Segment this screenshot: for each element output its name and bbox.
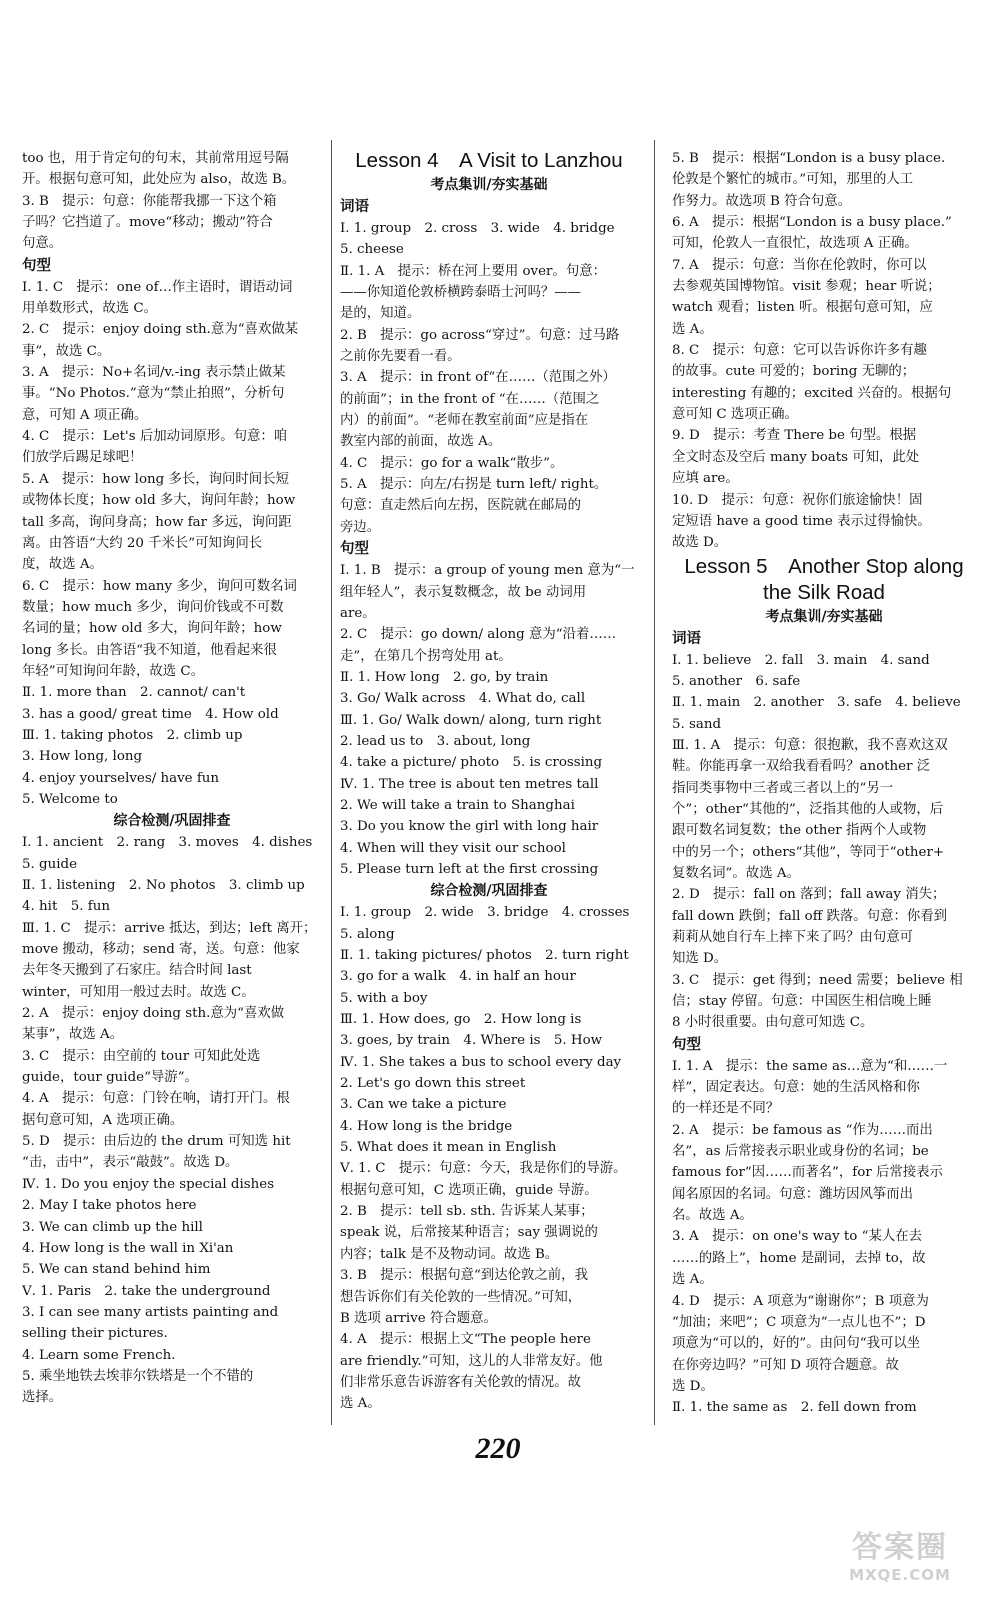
answer-line: 5. cheese (340, 242, 404, 258)
answer-line: 4. How long is the bridge (340, 1118, 513, 1134)
answer-line: 用单数形式，故选 C。 (22, 301, 158, 317)
answer-line: 的故事。cute 可爱的；boring 无聊的； (672, 364, 916, 380)
answer-line: 内容；talk 是不及物动词。故选 B。 (340, 1246, 559, 1262)
answer-line: 伦敦是个繁忙的城市。”可知，那里的人工 (672, 172, 914, 188)
answer-line: 选择。 (22, 1390, 63, 1406)
answer-line: 根据句意可知，C 选项正确，guide 导游。 (340, 1182, 598, 1198)
answer-line: selling their pictures. (22, 1326, 168, 1342)
column-divider (331, 140, 332, 1425)
answer-line: Ⅳ. 1. She takes a bus to school every day (340, 1054, 622, 1070)
answer-line: 8 小时很重要。由句意可知选 C。 (672, 1015, 874, 1031)
answer-line: 5. sand (672, 716, 722, 732)
answer-line: 3. I can see many artists painting and (22, 1304, 279, 1320)
answer-line: Ⅱ. 1. A 提示：桥在河上要用 over。句意： (340, 263, 606, 279)
section-heading: 词语 (672, 630, 701, 647)
answer-line: 5. guide (22, 856, 78, 872)
answer-line: 2. A 提示：be famous as “作为……而出 (672, 1122, 933, 1138)
answer-line: Ⅲ. 1. How does, go 2. How long is (340, 1012, 582, 1028)
section-heading: 句型 (340, 541, 369, 558)
answer-line: 去参观英国博物馆。visit 参观；hear 听说； (672, 279, 941, 295)
answer-line: Ⅱ. 1. main 2. another 3. safe 4. believe (672, 695, 961, 711)
answer-line: 样”，固定表达。句意：她的生活风格和你 (672, 1080, 920, 1096)
answer-line: 的前面”；in the front of “在……（范围之 (340, 391, 600, 407)
answer-line: 3. B 提示：句意：你能帮我挪一下这个箱 (22, 193, 277, 209)
answer-line: 3. B 提示：根据句意“到达伦敦之前，我 (340, 1268, 588, 1284)
answer-line: 意可知 C 选项正确。 (672, 407, 798, 423)
answer-line: are。 (340, 605, 376, 621)
answer-line: 去年冬天搬到了石家庄。结合时间 last (22, 963, 252, 979)
answer-line: 3. has a good/ great time 4. How old (22, 706, 279, 722)
answer-line: 组年轻人”，表示复数概念，故 be 动词用 (340, 584, 587, 600)
answer-line: 3. How long, long (22, 749, 143, 765)
answer-line: 闻名原因的名词。句意：潍坊因风筝而出 (672, 1186, 914, 1202)
lesson-title: Lesson 4 A Visit to Lanzhou (355, 149, 623, 172)
answer-line: 的一样还是不同？ (672, 1101, 780, 1117)
answer-line: 可知，伦敦人一直很忙，故选项 A 正确。 (672, 236, 918, 252)
answer-line: Ⅲ. 1. C 提示：arrive 抵达，到达；left 离开； (22, 920, 317, 936)
page-number: 220 (475, 1432, 521, 1465)
answer-line: 6. A 提示：根据“London is a busy place.” (672, 215, 952, 231)
answer-line: 5. A 提示：向左/右拐是 turn left/ right。 (340, 477, 608, 493)
answer-line: 中的另一个；others“其他”，等同于“other+ (672, 844, 945, 860)
answer-line: 定短语 have a good time 表示过得愉快。 (672, 513, 931, 529)
answer-line: famous for“因……而著名”，for 后常接表示 (672, 1165, 943, 1181)
column-middle (340, 148, 638, 1415)
watermark-logo-text: 答案圈 (852, 1530, 948, 1565)
column-right (672, 148, 976, 1419)
answer-line: 某事”，故选 A。 (22, 1027, 124, 1043)
answer-line: 之前你先要看一看。 (340, 349, 461, 365)
answer-line: Ⅱ. 1. How long 2. go, by train (340, 669, 549, 685)
answer-line: 5. along (340, 926, 395, 942)
answer-line: 4. D 提示：A 项意为“谢谢你”；B 项意为 (672, 1293, 929, 1309)
answer-line: Ⅱ. 1. the same as 2. fell down from (672, 1400, 917, 1416)
answer-line: 数量；how much 多少，询问价钱或不可数 (22, 599, 284, 615)
answer-line: 3. A 提示：No+名词/v.-ing 表示禁止做某 (22, 365, 286, 381)
answer-line: 莉莉从她自行车上摔下来了吗？由句意可 (672, 930, 914, 945)
answer-line: 2. B 提示：tell sb. sth. 告诉某人某事； (340, 1204, 594, 1220)
answer-line: 2. We will take a train to Shanghai (340, 797, 575, 813)
answer-line: B 选项 arrive 符合题意。 (340, 1310, 497, 1326)
answer-line: 事。“No Photos.”意为“禁止拍照”，分析句 (22, 386, 285, 402)
answer-line: 3. A 提示：on one's way to “某人在去 (672, 1229, 923, 1245)
answer-line: 信；stay 停留。句意：中国医生相信晚上睡 (672, 994, 932, 1010)
answer-line: 10. D 提示：句意：祝你们旅途愉快！固 (672, 492, 923, 508)
answer-line: 复数名词”。故选 A。 (672, 865, 800, 881)
answer-line: 鞋。你能再拿一双给我看看吗？another 泛 (672, 759, 931, 775)
lesson-title: the Silk Road (763, 580, 885, 604)
answer-line: “加油；来吧”；C 项意为“一点儿也不”；D (672, 1314, 926, 1330)
answer-line: 开。根据句意可知，此处应为 also，故选 B。 (22, 172, 296, 188)
answer-line: 2. lead us to 3. about, long (340, 733, 531, 749)
answer-line: 4. A 提示：句意：门铃在响，请打开门。根 (22, 1091, 290, 1107)
answer-line: 2. Let's go down this street (340, 1076, 526, 1092)
answer-line: 2. May I take photos here (22, 1198, 197, 1214)
answer-line: tall 多高，询问身高；how far 多远，询问距 (22, 514, 292, 530)
answer-line: 故选 D。 (672, 535, 728, 551)
answer-line: 是的，知道。 (340, 306, 421, 322)
answer-line: 5. Please turn left at the first crossing (340, 861, 599, 877)
answer-line: 4. C 提示：go for a walk“散步”。 (340, 455, 564, 471)
answer-line: Ⅲ. 1. A 提示：句意：很抱歉，我不喜欢这双 (672, 737, 948, 753)
answer-line: Ⅰ. 1. group 2. wide 3. bridge 4. crosses (340, 905, 630, 921)
answer-line: Ⅰ. 1. believe 2. fall 3. main 4. sand (672, 652, 930, 668)
answer-line: guide，tour guide“导游”。 (22, 1070, 198, 1086)
subsection-heading: 综合检测/巩固排查 (113, 813, 231, 830)
answer-line: 2. C 提示：go down/ along 意为“沿着…… (340, 627, 617, 643)
answer-line: Ⅴ. 1. C 提示：句意：今天，我是你们的导游。 (340, 1161, 627, 1177)
answer-line: Ⅱ. 1. listening 2. No photos 3. climb up (22, 878, 305, 893)
answer-line: “击，击中”，表示“敲鼓”。故选 D。 (22, 1155, 239, 1171)
answer-line: too 也，用于肯定句的句末，其前常用逗号隔 (22, 151, 289, 166)
answer-line: 选 A。 (340, 1396, 381, 1412)
answer-line: 3. We can climb up the hill (22, 1219, 203, 1235)
answer-line: 5. A 提示：how long 多长，询问时间长短 (22, 471, 289, 487)
answer-line: 或物体长度；how old 多大，询问年龄；how (22, 493, 296, 509)
subsection-heading: 考点集训/夯实基础 (765, 608, 883, 625)
answer-line: 子吗？它挡道了。move“移动；搬动”符合 (22, 215, 273, 231)
answer-line: 8. C 提示：句意：它可以告诉你许多有趣 (672, 343, 927, 359)
answer-line: ——你知道伦敦桥横跨泰晤士河吗？—— (340, 285, 582, 301)
answer-line: Ⅴ. 1. Paris 2. take the underground (22, 1283, 271, 1299)
section-heading: 句型 (672, 1036, 701, 1053)
answer-line: 内）的前面”。“老师在教室前面”应是指在 (340, 413, 589, 429)
answer-line: 全文时态及空后 many boats 可知，此处 (672, 449, 920, 465)
answer-line: 跟可数名词复数；the other 指两个人或物 (672, 823, 927, 839)
answer-line: 项意为“可以的，好的”。由问句“我可以坐 (672, 1336, 921, 1352)
answer-line: 选 D。 (672, 1378, 714, 1394)
answer-line: 5. 乘坐地铁去埃菲尔铁塔是一个不错的 (22, 1368, 254, 1384)
answer-line: winter，可知用一般过去时。故选 C。 (22, 984, 255, 1000)
answer-line: 5. another 6. safe (672, 673, 801, 689)
answer-line: 7. A 提示：句意：当你在伦敦时，你可以 (672, 257, 927, 273)
answer-line: 想告诉你们有关伦敦的一些情况。”可知， (340, 1289, 582, 1305)
answer-line: 4. How long is the wall in Xi'an (22, 1240, 234, 1256)
answer-line: 教室内部的前面，故选 A。 (340, 434, 502, 450)
answer-line: 3. C 提示：由空前的 tour 可知此处选 (22, 1048, 261, 1064)
answer-line: 据句意可知，A 选项正确。 (22, 1112, 184, 1128)
answer-line: watch 观看；listen 听。根据句意可知，应 (672, 300, 933, 316)
answer-line: Ⅰ. 1. C 提示：one of…作主语时，谓语动词 (22, 279, 293, 295)
answer-line: 4. hit 5. fun (22, 899, 110, 915)
answer-line: 4. A 提示：根据上文“The people here (340, 1332, 591, 1348)
answer-line: 们非常乐意告诉游客有关伦敦的情况。故 (340, 1374, 582, 1390)
answer-line: Ⅰ. 1. group 2. cross 3. wide 4. bridge (340, 221, 615, 236)
lesson-title: Lesson 5 Another Stop along (684, 554, 964, 578)
subsection-heading: 综合检测/巩固排查 (430, 883, 548, 900)
answer-line: fall down 跌倒；fall off 跌落。句意：你看到 (672, 908, 948, 924)
column-divider (654, 140, 655, 1425)
answer-line: interesting 有趣的；excited 兴奋的。根据句 (672, 385, 952, 401)
answer-line: long 多长。由答语“我不知道，他看起来很 (22, 642, 277, 658)
answer-line: 个”；other“其他的”，泛指其他的人或物，后 (672, 801, 944, 817)
answer-line: 5. B 提示：根据“London is a busy place. (672, 151, 946, 166)
answer-line: 应填 are。 (672, 471, 739, 487)
answer-line: 4. Learn some French. (22, 1347, 176, 1363)
answer-line: 们放学后踢足球吧！ (22, 450, 143, 466)
answer-line: 3. C 提示：get 得到；need 需要；believe 相 (672, 972, 963, 988)
answer-line: 4. When will they visit our school (340, 840, 566, 856)
answer-line: 4. enjoy yourselves/ have fun (22, 770, 220, 786)
answer-line: Ⅰ. 1. ancient 2. rang 3. moves 4. dishes (22, 835, 313, 851)
answer-line: 句意。 (22, 236, 63, 252)
answer-line: 作努力。故选项 B 符合句意。 (672, 193, 852, 209)
answer-line: 5. What does it mean in English (340, 1140, 557, 1156)
answer-line: Ⅲ. 1. Go/ Walk down/ along, turn right (340, 712, 602, 728)
answer-line: 5. Welcome to (22, 791, 118, 807)
answer-line: 3. Can we take a picture (340, 1097, 507, 1113)
answer-line: are friendly.”可知，这儿的人非常友好。他 (340, 1353, 603, 1369)
answer-line: 5. D 提示：由后边的 the drum 可知选 hit (22, 1134, 291, 1150)
answer-line: 名词的量；how old 多大，询问年龄；how (22, 621, 282, 637)
answer-line: 2. A 提示：enjoy doing sth.意为“喜欢做 (22, 1006, 285, 1022)
watermark-logo (820, 1522, 980, 1586)
section-heading: 词语 (340, 199, 369, 215)
answer-line: speak 说，后常接某种语言；say 强调说的 (340, 1225, 598, 1241)
answer-line: 指同类事物中三者或三者以上的“另一 (672, 780, 894, 796)
answer-line: 3. goes, by train 4. Where is 5. How (340, 1033, 603, 1049)
answer-line: 3. Do you know the girl with long hair (340, 819, 599, 835)
answer-line: 3. Go/ Walk across 4. What do, call (340, 691, 586, 707)
answer-line: 意，可知 A 项正确。 (22, 407, 148, 423)
answer-line: 9. D 提示：考查 There be 句型。根据 (672, 428, 917, 444)
answer-line: 在你旁边吗？”可知 D 项符合题意。故 (672, 1357, 899, 1373)
subsection-heading: 考点集训/夯实基础 (430, 177, 548, 193)
answer-line: 2. D 提示：fall on 落到；fall away 消失； (672, 887, 946, 903)
answer-line: 走”，在第几个拐弯处用 at。 (340, 648, 512, 664)
answer-line: 4. take a picture/ photo 5. is crossing (340, 755, 603, 771)
answer-line: 名。故选 A。 (672, 1208, 753, 1224)
answer-line: 度，故选 A。 (22, 557, 103, 573)
answer-line: ……的路上”，home 是副词，去掉 to，故 (672, 1250, 926, 1266)
answer-line: 名”，as 后常接表示职业或身份的名词；be (672, 1144, 929, 1160)
answer-line: 旁边。 (340, 519, 381, 535)
answer-line: Ⅱ. 1. more than 2. cannot/ can't (22, 685, 246, 701)
answer-line: Ⅱ. 1. taking pictures/ photos 2. turn right (340, 948, 629, 963)
answer-line: Ⅰ. 1. B 提示：a group of young men 意为“一 (340, 563, 635, 579)
column-left (22, 148, 322, 1409)
answer-line: Ⅰ. 1. A 提示：the same as…意为“和……一 (672, 1058, 948, 1074)
answer-line: 5. We can stand behind him (22, 1262, 211, 1278)
answer-line: 年轻”可知询问年龄，故选 C。 (22, 663, 205, 679)
section-heading: 句型 (22, 257, 51, 274)
answer-line: 2. B 提示：go across“穿过”。句意：过马路 (340, 327, 620, 343)
answer-line: 句意：直走然后向左拐，医院就在邮局的 (340, 498, 582, 514)
answer-line: 5. with a boy (340, 990, 428, 1006)
answer-line: 4. C 提示：Let's 后加动词原形。句意：咱 (22, 429, 288, 445)
answer-line: 6. C 提示：how many 多少，询问可数名词 (22, 578, 297, 594)
answer-line: move 搬动，移动；send 寄，送。句意：他家 (22, 942, 300, 958)
answer-line: Ⅲ. 1. taking photos 2. climb up (22, 727, 243, 743)
answer-line: 知选 D。 (672, 951, 728, 967)
watermark-site: MXQE.COM (849, 1566, 951, 1584)
answer-line: 离。由答语“大约 20 千米长”可知询问长 (22, 535, 263, 551)
answer-line: Ⅳ. 1. Do you enjoy the special dishes (22, 1176, 275, 1192)
answer-line: 选 A。 (672, 1272, 713, 1288)
answer-line: Ⅳ. 1. The tree is about ten metres tall (340, 776, 599, 792)
answer-line: 2. C 提示：enjoy doing sth.意为“喜欢做某 (22, 322, 299, 338)
answer-line: 3. A 提示：in front of“在……（范围之外） (340, 370, 616, 386)
answer-line: 3. go for a walk 4. in half an hour (340, 969, 576, 985)
answer-line: 事”，故选 C。 (22, 343, 111, 359)
answer-line: 选 A。 (672, 321, 713, 337)
